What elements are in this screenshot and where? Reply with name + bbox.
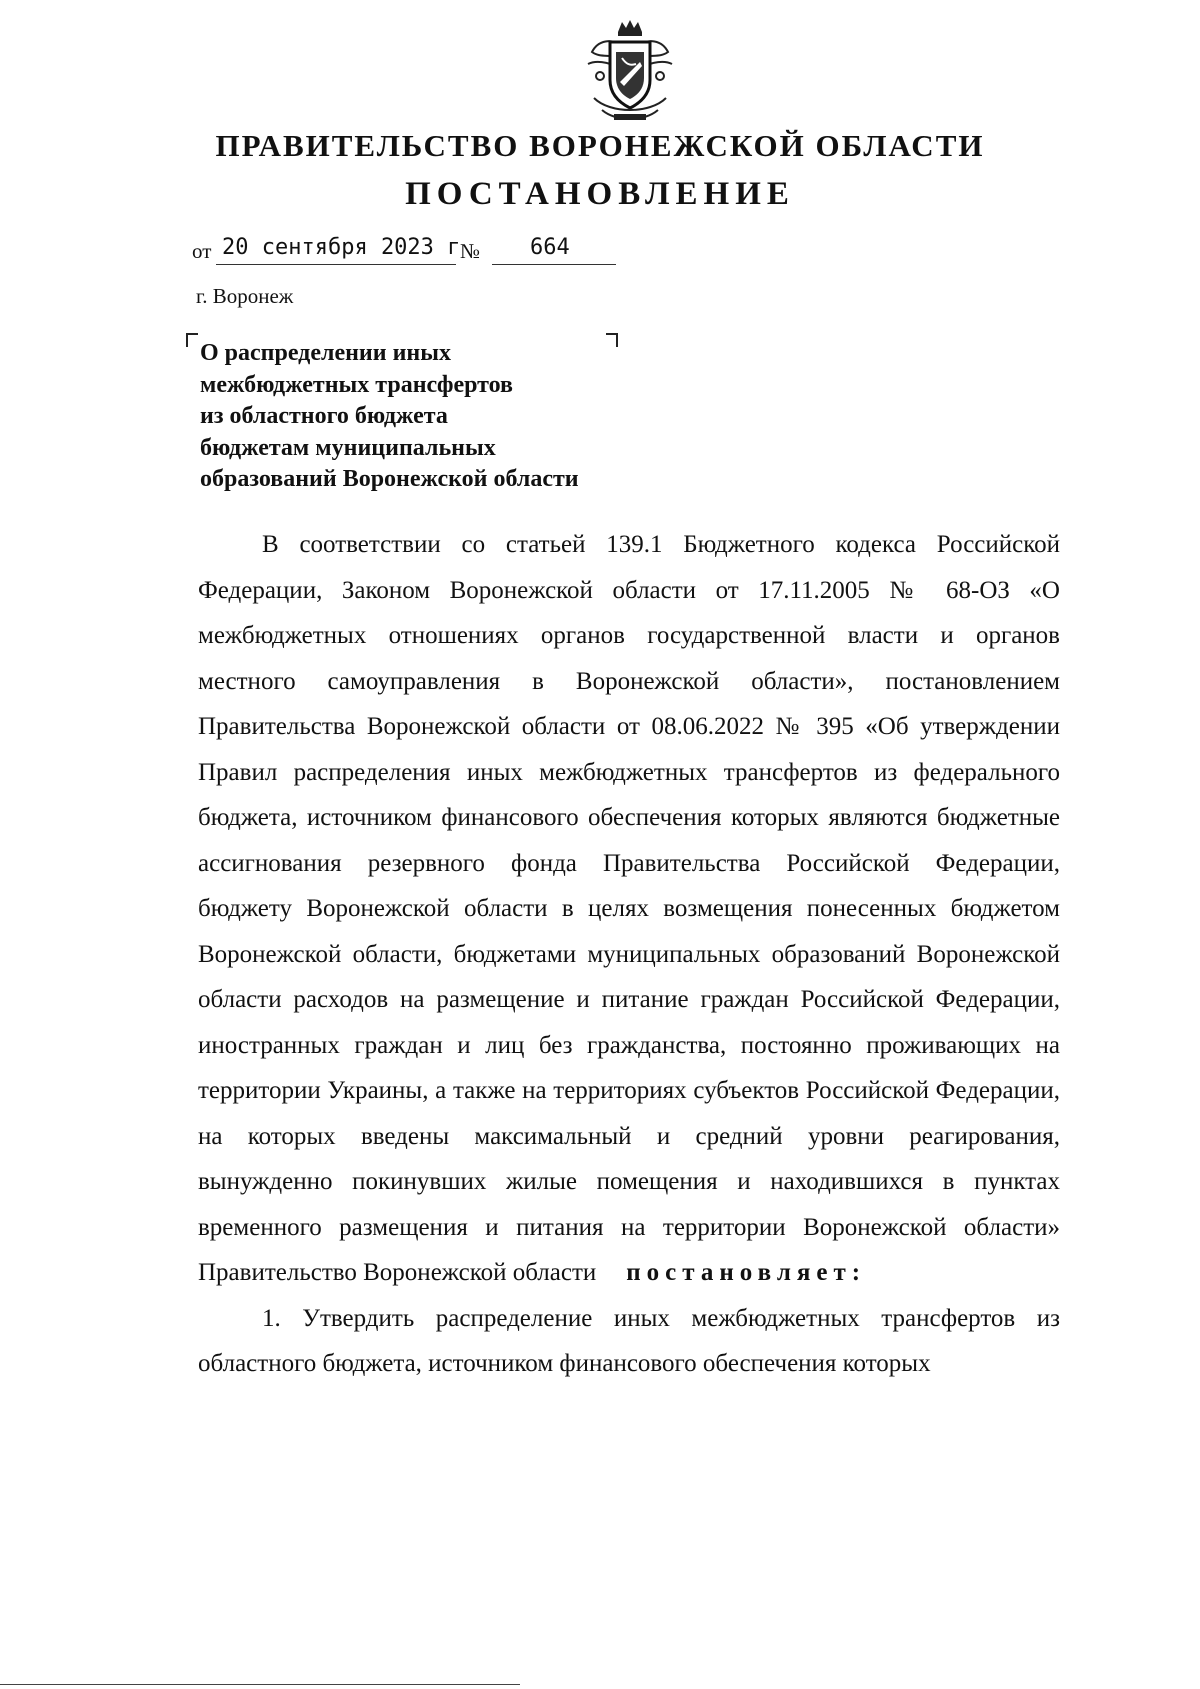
decree-word: постановляет: <box>626 1259 867 1286</box>
document-subject <box>200 338 630 496</box>
subject-line: межбюджетных трансфертов <box>200 371 514 398</box>
subject-line: О распределении иных <box>200 340 451 366</box>
government-title: ПРАВИТЕЛЬСТВО ВОРОНЕЖСКОЙ ОБЛАСТИ <box>215 128 985 163</box>
document-city: г. Воронеж <box>196 284 294 308</box>
subject-line: образований Воронежской области <box>200 466 579 492</box>
preamble-paragraph <box>198 522 1060 1296</box>
clause-1-paragraph: 1. Утвердить распределение иных межбюджетных трансфертов из областного бюджета, источником финансового обеспечения которых <box>198 1304 1060 1377</box>
date-prefix: от <box>192 239 212 263</box>
subject-line: из областного бюджета <box>200 403 448 429</box>
document-number: 664 <box>530 235 570 260</box>
document-body <box>198 522 1060 1387</box>
document-date: 20 сентября 2023 г <box>222 235 461 260</box>
bottom-divider <box>0 1684 520 1685</box>
number-underline <box>492 264 616 265</box>
subject-line: бюджетам муниципальных <box>200 434 496 461</box>
coat-of-arms-icon <box>580 18 680 126</box>
date-number-row <box>192 232 632 272</box>
preamble-text: В соответствии со статьей 139.1 Бюджетного кодекса Российской Федерации, Законом Воронежской области от 17.11.2005 № 68-ОЗ «О межбюджетных отношениях органов государственной власти и органов местного самоуправления в Воронежской области», постановлением Правительства Воронежской области от 08.06.2022 № 395 «Об утверждении Правил распределения иных межбюджетных трансфертов из федерального бюджета, источником финансового обеспечения которых являются бюджетные ассигнования резервного фонда Правительства Российской Федерации, бюджету Воронежской области в целях возмещения понесенных бюджетом Воронежской области, бюджетами муниципальных образований Воронежской области расходов на размещение и питание граждан Российской Федерации, иностранных граждан и лиц без гражданства, постоянно проживающих на территории Украины, а также на территориях субъектов Российской Федерации, на которых введены максимальный и средний уровни реагирования, вынужденно покинувших жилые помещения и находившихся в пунктах временного размещения и питания на территории Воронежской области» Правительство Воронежской области <box>198 531 1060 1286</box>
number-prefix: № <box>460 239 481 263</box>
subject-corner-left <box>186 333 198 347</box>
document-type: ПОСТАНОВЛЕНИЕ <box>405 176 795 212</box>
date-underline <box>216 264 456 265</box>
